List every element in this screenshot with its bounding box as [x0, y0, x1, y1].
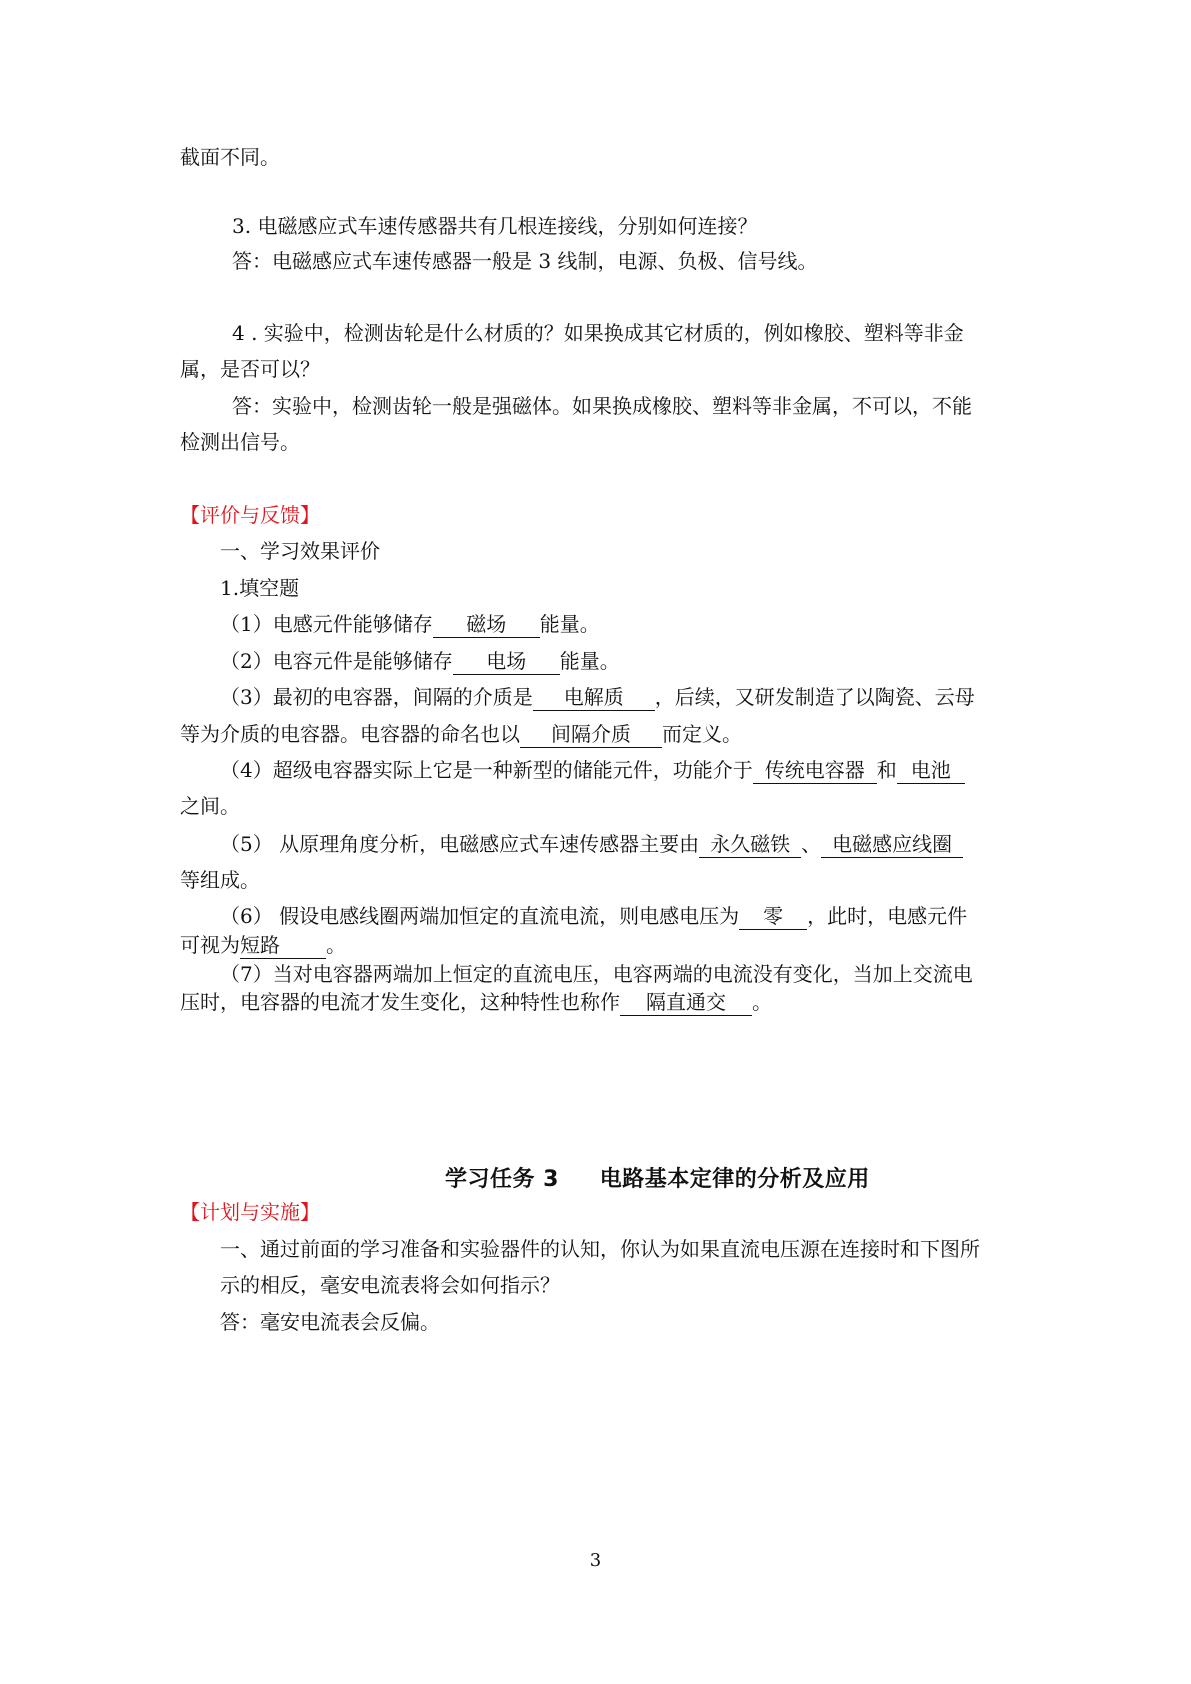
fill-item-6-cont	[180, 930, 1015, 960]
fill-answer: 间隔介质	[520, 721, 662, 748]
fill-item-7: （7）当对电容器两端加上恒定的直流电压，电容两端的电流没有变化，当加上交流电	[220, 962, 973, 986]
answer-4-cont: 检测出信号。	[180, 430, 300, 454]
fill-text: 。	[326, 933, 346, 957]
plan-question-1-cont: 示的相反，毫安电流表将会如何指示？	[220, 1273, 560, 1297]
fill-text: ，后续，又研发制造了以陶瓷、云母	[654, 685, 975, 709]
fill-answer: 电解质	[533, 684, 655, 711]
fill-answer: 电池	[897, 757, 965, 784]
fill-item-4	[220, 755, 1055, 785]
fill-item-3-cont	[180, 719, 1015, 749]
fill-answer: 永久磁铁	[699, 831, 801, 858]
fill-text: ，此时，电感元件	[807, 904, 968, 928]
fill-text: 和	[876, 758, 897, 782]
fill-item-4-cont: 之间。	[180, 794, 240, 818]
eval-subheading: 一、学习效果评价	[220, 539, 380, 563]
fill-text: （3）最初的电容器，间隔的介质是	[220, 685, 533, 709]
fill-text: （5） 从原理角度分析，电磁感应式车速传感器主要由	[220, 832, 700, 856]
fill-text: （4）超级电容器实际上它是一种新型的储能元件，功能介于	[220, 758, 753, 782]
fill-item-6	[220, 901, 1055, 931]
fill-answer: 传统电容器	[753, 757, 877, 784]
plan-answer-1: 答：毫安电流表会反偏。	[220, 1310, 440, 1334]
question-4	[232, 318, 1015, 348]
fill-text: （1）电感元件能够储存	[220, 612, 433, 636]
fill-text: 能量。	[559, 649, 620, 673]
question-3: 3. 电磁感应式车速传感器共有几根连接线，分别如何连接？	[232, 214, 758, 238]
answer-3: 答：电磁感应式车速传感器一般是 3 线制，电源、负极、信号线。	[232, 249, 818, 273]
section-heading-eval: 【评价与反馈】	[180, 503, 320, 527]
fill-answer: 隔直通交	[620, 989, 752, 1016]
fill-text: 、	[801, 832, 822, 856]
fill-item-2	[220, 646, 1055, 676]
fill-text: 。	[752, 990, 772, 1014]
fill-text: 可视为	[180, 933, 240, 957]
fill-blank-heading: 1.填空题	[220, 576, 300, 600]
fill-text: （6） 假设电感线圈两端加恒定的直流电流，则电感电压为	[220, 904, 740, 928]
page-number: 3	[589, 1550, 602, 1571]
answer-4: 答：实验中，检测齿轮一般是强磁体。如果换成橡胶、塑料等非金属，不可以，不能	[232, 394, 972, 418]
fill-answer: 短路	[240, 932, 326, 959]
task-title: 学习任务 3 电路基本定律的分析及应用	[445, 1167, 870, 1192]
fill-answer: 磁场	[433, 611, 540, 638]
fill-answer: 电磁感应线圈	[821, 831, 963, 858]
fill-text: 压时，电容器的电流才发生变化，这种特性也称作	[180, 990, 620, 1014]
plan-question-1: 一、通过前面的学习准备和实验器件的认知，你认为如果直流电压源在连接时和下图所	[220, 1237, 980, 1261]
question-4-cont: 属，是否可以？	[180, 357, 320, 381]
fill-text: 等为介质的电容器。电容器的命名也以	[180, 722, 520, 746]
fill-item-7-cont	[180, 987, 1015, 1017]
fill-item-3	[220, 682, 1055, 712]
fill-item-1	[220, 609, 1055, 639]
section-heading-plan: 【计划与实施】	[180, 1200, 320, 1224]
fill-text: 而定义。	[662, 722, 742, 746]
fill-answer: 零	[739, 903, 807, 930]
fill-item-5	[220, 829, 1055, 859]
question-4-text: 4 . 实验中，检测齿轮是什么材质的？如果换成其它材质的，例如橡胶、塑料等非金	[232, 321, 964, 345]
text-line: 截面不同。	[180, 145, 280, 169]
fill-answer: 电场	[453, 648, 560, 675]
fill-item-5-cont: 等组成。	[180, 868, 260, 892]
fill-text: 能量。	[539, 612, 600, 636]
fill-text: （2）电容元件是能够储存	[220, 649, 453, 673]
